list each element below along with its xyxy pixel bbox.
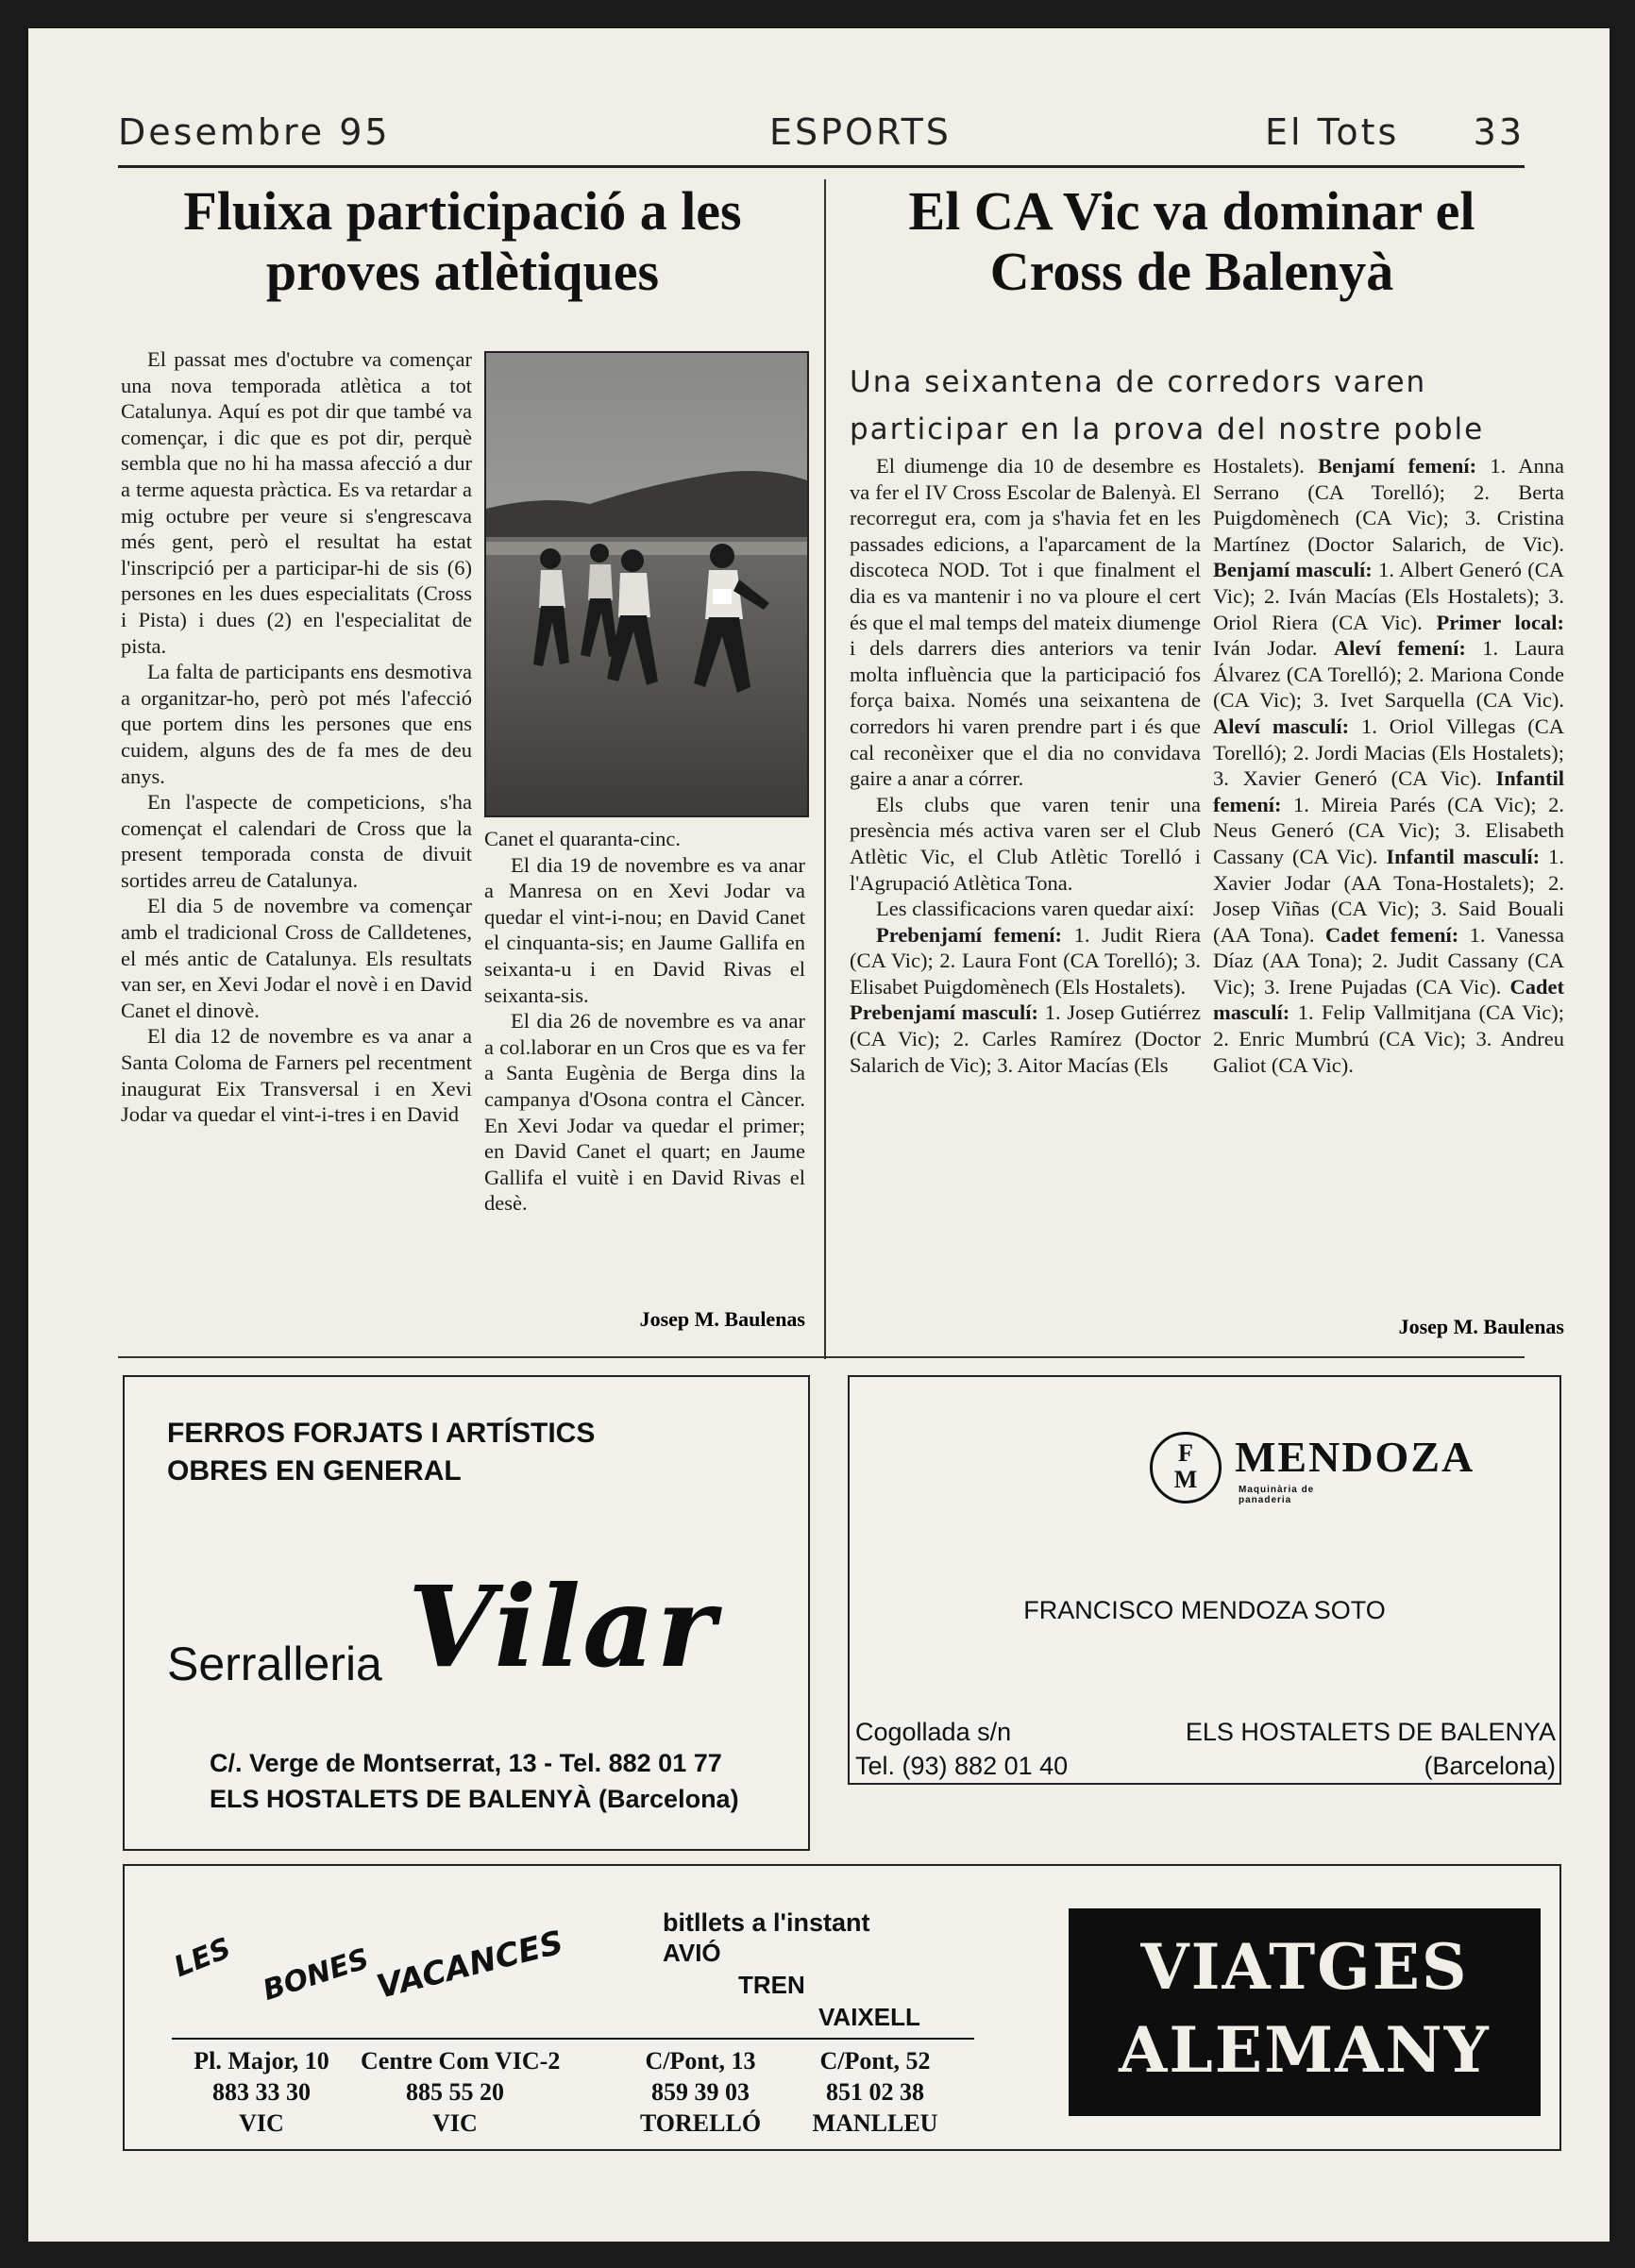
result-text: 1. Mireia Parés (CA Vic); 2. Neus Generó (CA Vic); 3. Elisabeth Cassany (CA Vic).	[1213, 792, 1564, 868]
ad-alemany	[1069, 1908, 1541, 2116]
result-entry	[850, 1000, 1201, 1078]
ad-mendoza-logo-bottom: M	[1173, 1466, 1198, 1493]
office-phone: 885 55 20	[406, 2078, 504, 2106]
result-category: Infantil masculí:	[1386, 844, 1541, 868]
result-category: Aleví masculí:	[1213, 714, 1350, 738]
ad-vacances-word1: LES	[169, 1931, 236, 1985]
office-address: C/Pont, 52	[819, 2047, 931, 2075]
article2-column2	[1213, 453, 1564, 1078]
runners-photo-image	[486, 353, 807, 815]
result-category: Primer local:	[1436, 610, 1565, 634]
ad-mendoza-phone: Tel. (93) 882 01 40	[855, 1752, 1069, 1780]
article1-column2	[484, 826, 805, 1217]
office-town: VIC	[239, 2109, 284, 2137]
result-category: Prebenjamí masculí:	[850, 1000, 1039, 1025]
ad-alemany-line2: ALEMANY	[1119, 2013, 1491, 2087]
ad-vacances-word2: BONES	[259, 1941, 374, 2008]
ad-alemany-line1: VIATGES	[1140, 1930, 1469, 2004]
article1-paragraph: El passat mes d'octubre va començar una nova temporada atlètica a tot Catalunya. Aquí es pot dir que també va començar, i dic que es pot dir, perquè sembla que no hi ha massa afecció a dur a terme aquesta pràctica. Es va retardar a mig octubre per veure si s'engrescava més gent, però el resultat ha estat l'inscripció per a participar-hi de sis (6) persones en les dues especialitats (Cross i Pista) i dues (2) en l'especialitat de pista.	[121, 347, 472, 658]
article1-paragraph: El dia 26 de novembre es va anar a col.laborar en un Cros que es va fer a Santa Eugènia de Berga dins la campanya d'Osona contra el Càncer. En Xevi Jodar va quedar el primer; en David Canet el quart; en Jaume Gallifa el vuitè i en David Rivas el desè.	[484, 1009, 805, 1216]
ad-vilar-services	[167, 1415, 595, 1490]
ad-mendoza-town-block	[1186, 1715, 1556, 1783]
result-category: Cadet femení:	[1324, 922, 1459, 947]
result-entry	[850, 922, 1201, 1000]
result-text: 1. Vanessa Díaz (AA Tona); 2. Judit Cassany (CA Vic); 3. Irene Pujadas (CA Vic).	[1213, 922, 1564, 999]
magazine-page	[28, 28, 1610, 2242]
result-category: Infantil femení:	[1213, 766, 1564, 816]
article1-column1	[121, 346, 472, 1128]
article1-paragraph: El dia 19 de novembre es va anar a Manresa on en Xevi Jodar va quedar el vint-i-nou; en David Canet el cinquanta-sis; en Jaume Gallifa en seixanta-u i en David Rivas el seixanta-sis.	[484, 852, 805, 1007]
header-date: Desembre 95	[118, 111, 391, 153]
runners-photo	[484, 351, 809, 817]
office-address: Pl. Major, 10	[194, 2047, 329, 2075]
office-phone: 859 39 03	[651, 2078, 750, 2106]
article1-paragraph: En l'aspecte de competicions, s'ha començat el calendari de Cross que la present temporada consta de divuit sortides arreu de Catalunya.	[121, 790, 472, 892]
ad-vacances-train: TREN	[738, 1971, 805, 1999]
result-text: 1. Xavier Jodar (AA Tona-Hostalets); 2. Josep Viñas (CA Vic); 3. Said Bouali (AA Tona).	[1213, 844, 1564, 947]
result-text: Hostalets).	[1213, 454, 1305, 478]
article1-paragraph-continued: Canet el quaranta-cinc.	[484, 827, 682, 850]
header-section: ESPORTS	[769, 111, 952, 153]
article1-headline	[113, 181, 812, 302]
result-category: Cadet masculí:	[1213, 974, 1565, 1025]
article2-title-line2: Cross de Balenyà	[989, 241, 1394, 302]
article1-paragraph: La falta de participants ens desmotiva a organitzar-ho, però pot més l'afecció que portem dins les persones que ens cuidem, alguns des de fa mes de deu anys.	[121, 660, 472, 788]
office-town: TORELLÓ	[639, 2109, 762, 2137]
result-category: Prebenjamí femení:	[876, 922, 1063, 947]
ad-vacances-office	[625, 2045, 776, 2139]
result-category: Benjamí masculí:	[1213, 558, 1373, 582]
office-address: Centre Com VIC-2	[361, 2047, 561, 2075]
article2-paragraph: Els clubs que varen tenir una presència més activa varen ser el Club Atlètic Vic, el Club Atlètic Torelló i l'Agrupació Atlètica Tona.	[850, 792, 1201, 895]
ad-mendoza-logo	[1150, 1432, 1222, 1504]
ad-mendoza-brand: MENDOZA	[1235, 1433, 1475, 1481]
ad-vilar	[123, 1375, 810, 1851]
header-publication: El Tots	[1265, 111, 1400, 153]
article2-author: Josep M. Baulenas	[1398, 1315, 1564, 1338]
result-entry	[1213, 453, 1564, 1078]
ads-rule	[118, 1356, 1525, 1358]
article2-paragraph: Les classificacions varen quedar així:	[876, 897, 1195, 921]
ad-mendoza-tagline: Maquinària de panaderia	[1239, 1485, 1315, 1505]
ad-vilar-line2: OBRES EN GENERAL	[167, 1455, 462, 1487]
office-town: VIC	[432, 2109, 478, 2137]
article1-title-line1: Fluixa participació a les	[183, 180, 742, 242]
article2-headline	[840, 181, 1543, 302]
article2-paragraph: El diumenge dia 10 de desembre es va fer el IV Cross Escolar de Balenyà. El recorregut era, com ja s'havia fet en les passades edicions, a l'aparcament de la discoteca NOD. Tot i que finalment el dia es va mantenir i no va ploure el cert és que el mal temps del mateix diumenge i dels darrers dies anteriors va tenir molta influència que la participació fos força baixa. Només una seixantena de corredors hi varen prendre part i és que cal reconèixer que el dia no convidava gaire a anar a córrer.	[850, 454, 1201, 791]
ad-mendoza-province: (Barcelona)	[1424, 1752, 1556, 1780]
result-text: 1. Judit Riera (CA Vic); 2. Laura Font (CA Torelló); 3. Elisabet Puigdomènech (Els Hostalets).	[850, 922, 1202, 999]
ad-mendoza-street-block	[855, 1715, 1068, 1783]
result-text: 1. Felip Vallmitjana (CA Vic); 2. Enric Mumbrú (CA Vic); 3. Andreu Galiot (CA Vic).	[1213, 1000, 1564, 1077]
ad-vacances-office	[800, 2045, 951, 2139]
ad-vilar-address: C/. Verge de Montserrat, 13 - Tel. 882 01 77	[210, 1749, 722, 1777]
article2-subtitle-line1: Una seixantena de corredors varen	[850, 365, 1427, 399]
office-address: C/Pont, 13	[645, 2047, 756, 2075]
ad-vilar-contact	[210, 1745, 739, 1817]
header-page-number: 33	[1473, 111, 1525, 153]
article2-subtitle	[850, 359, 1567, 453]
article1-paragraph: El dia 12 de novembre es va anar a Santa Coloma de Farners pel recentment inaugurat Eix Transversal i en Xevi Jodar va quedar el vint-i-tres i en David	[121, 1024, 472, 1127]
result-text: Iván Jodar.	[1213, 636, 1318, 661]
ad-vacances-plane: AVIÓ	[663, 1939, 721, 1967]
ad-vacances-tickets: bitllets a l'instant	[663, 1908, 870, 1937]
ad-mendoza-owner: FRANCISCO MENDOZA SOTO	[1023, 1596, 1386, 1624]
result-text: 1. Oriol Villegas (CA Torelló); 2. Jordi Macias (Els Hostalets); 3. Xavier Generó (CA Vic).	[1213, 714, 1565, 791]
ad-mendoza-town: ELS HOSTALETS DE BALENYA	[1185, 1718, 1556, 1746]
ad-vacances-rule	[172, 2038, 974, 2040]
article1-paragraph: El dia 5 de novembre va començar amb el tradicional Cross de Calldetenes, el més antic de Catalunya. Els resultats van ser, en Xevi Jodar el novè i en David Canet el dinovè.	[121, 894, 472, 1022]
office-phone: 851 02 38	[826, 2078, 924, 2106]
article2-title-line1: El CA Vic va dominar el	[908, 180, 1475, 242]
ad-vilar-town: ELS HOSTALETS DE BALENYÀ (Barcelona)	[210, 1785, 739, 1813]
ad-mendoza	[848, 1375, 1561, 1785]
ad-mendoza-street: Cogollada s/n	[855, 1718, 1012, 1746]
office-town: MANLLEU	[812, 2109, 938, 2137]
ad-vilar-line1: FERROS FORJATS I ARTÍSTICS	[167, 1418, 596, 1449]
ad-mendoza-logo-top: F	[1178, 1439, 1193, 1467]
page-header	[118, 111, 1525, 153]
ad-vacances-office	[361, 2045, 561, 2139]
result-text: 1. Anna Serrano (CA Torelló); 2. Berta Puigdomènech (CA Vic); 3. Cristina Martínez (Doctor Salarich, de Vic).	[1213, 454, 1565, 556]
ad-vacances-office	[172, 2045, 351, 2139]
article1-title-line2: proves atlètiques	[265, 241, 660, 302]
result-category: Benjamí femení:	[1318, 454, 1477, 478]
article2-column1	[850, 453, 1201, 1078]
result-category: Aleví femení:	[1333, 636, 1466, 661]
result-text: 1. Josep Gutiérrez (CA Vic); 2. Carles Ramírez (Doctor Salarich de Vic); 3. Aitor Macías (Els	[850, 1000, 1201, 1077]
ad-travel-box	[123, 1864, 1561, 2151]
office-phone: 883 33 30	[212, 2078, 311, 2106]
header-rule	[118, 165, 1525, 168]
result-text: 1. Albert Generó (CA Vic); 2. Iván Macías (Els Hostalets); 3. Oriol Riera (CA Vic).	[1213, 558, 1564, 634]
ad-vilar-brand: Vilar	[408, 1561, 717, 1692]
ad-vilar-serralleria: Serralleria	[167, 1638, 382, 1690]
article1-author: Josep M. Baulenas	[639, 1307, 805, 1331]
ad-vacances-ship: VAIXELL	[818, 2003, 920, 2031]
article2-subtitle-line2: participar en la prova del nostre poble	[850, 412, 1485, 446]
column-divider	[824, 179, 826, 1359]
ad-vacances-word3: VACANCES	[373, 1924, 567, 2007]
result-text: 1. Laura Álvarez (CA Torelló); 2. Mariona Conde (CA Vic); 3. Ivet Sarquella (CA Vic).	[1213, 636, 1564, 713]
